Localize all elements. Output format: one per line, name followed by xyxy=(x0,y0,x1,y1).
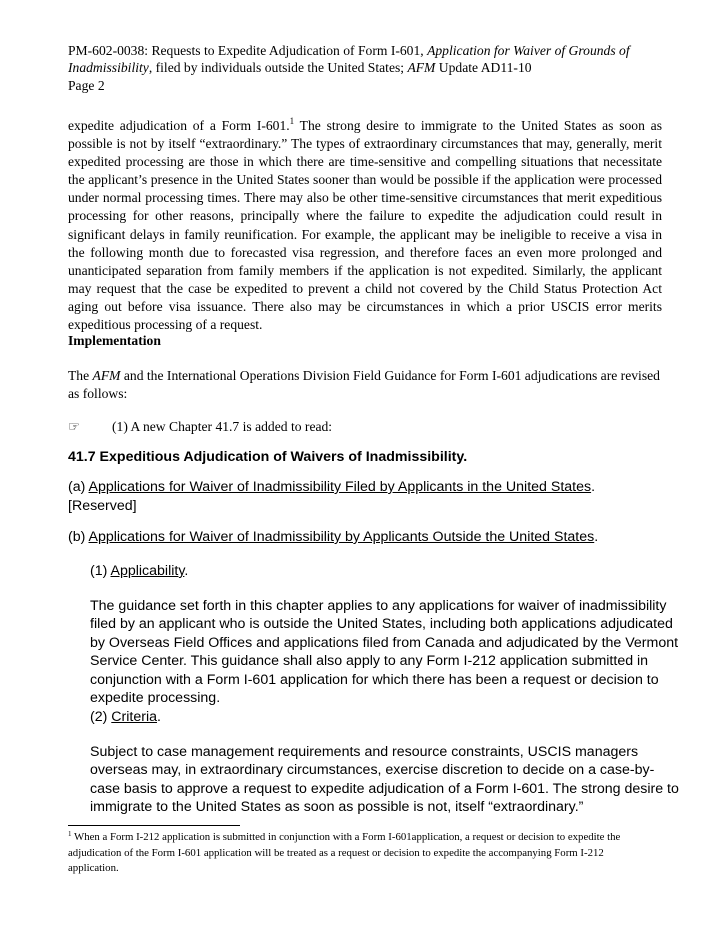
implementation-heading: Implementation xyxy=(68,333,161,348)
page-header xyxy=(68,42,678,94)
reserved-label: [Reserved] xyxy=(68,497,137,514)
header-title: PM-602-0038: Requests to Expedite Adjudication of Form I-601, Application for Waiver of Grounds of Inadmissibility, filed by individuals outside the United States; AFM Update AD11-10 xyxy=(68,43,630,76)
subsection-a: (a) Applications for Waiver of Inadmissibility Filed by Applicants in the United States. [Reserved] xyxy=(68,479,596,514)
implementation-text: The AFM and the International Operations Division Field Guidance for Form I-601 adjudications are revised as follows: xyxy=(68,368,660,402)
subsection-b-title: Applications for Waiver of Inadmissibility by Applicants Outside the United States xyxy=(88,529,595,545)
footnote-divider xyxy=(68,825,240,826)
intro-paragraph: expedite adjudication of a Form I-601.$^1$ The strong desire to immigrate to the United States as soon as possible is not by itself “extraordinary.” The types of extraordinary circumstances that may, generally, merit expedited processing are those in which there are time-sensitive and compelling situations that necessitate the applicant’s presence in the United States sooner than would be possible if the application were processed under normal processing times. There may also be other time-sensitive circumstances that merit expeditious processing for other reasons, principally where the failure to expedite the adjudication could result in significant delays in family reunification. For example, the applicant may be ineligible to receive a visa in the following month due to forecasted visa regression, and therefore faces an even more prolonged and unanticipated separation from family members if the application is not expedited. Similarly, the applicant may request that the case be expedited to prevent a child not covered by the Child Status Protection Act aging out before visa issuance. There also may be circumstances in which a prior USCIS error merits expeditious processing of a request. xyxy=(68,116,662,333)
item-1-heading: (1) Applicability. xyxy=(90,563,189,579)
page-number: Page 2 xyxy=(68,77,105,93)
item-2-text: Subject to case management requirements and resource constraints, USCIS managers overseas may, in extraordinary circumstances, exercise discretion to decide on a case-by-case basis to approve a request to expedite adjudication of a Form I-601. The strong desire to immigrate to the United States as soon as possible is not, itself “extraordinary.” xyxy=(90,744,679,816)
pointing-hand-icon: ☞ xyxy=(68,419,81,434)
bullet-item: ☞ (1) A new Chapter 41.7 is added to read: xyxy=(68,419,333,434)
item-1-text: The guidance set forth in this chapter applies to any applications for waiver of inadmissibility filed by an applicant who is outside the United States, including both applications adjudicated by Overseas Field Offices and applications filed from Canada and adjudicated by the Vermont Service Center. This guidance shall also apply to any Form I-212 application submitted in conjunction with a Form I-601 application for which there has been a request or decision to expedite processing. xyxy=(90,598,679,707)
item-2-heading: (2) Criteria. xyxy=(90,709,161,725)
subsection-b: (b) Applications for Waiver of Inadmissibility by Applicants Outside the United States. xyxy=(68,529,599,545)
section-title: 41.7 Expeditious Adjudication of Waivers of Inadmissibility. xyxy=(68,449,468,465)
footnote-ref: 1 xyxy=(289,116,295,126)
subsection-a-title: Applications for Waiver of Inadmissibility Filed by Applicants in the United States xyxy=(88,479,592,495)
footnote: $^1$ When a Form I-212 application is submitted in conjunction with a Form I-601application, a request or decision to expedite the adjudication of the Form I-601 application will be treated as a request or decision to expedite the accompanying Form I-212 application. xyxy=(68,830,621,875)
